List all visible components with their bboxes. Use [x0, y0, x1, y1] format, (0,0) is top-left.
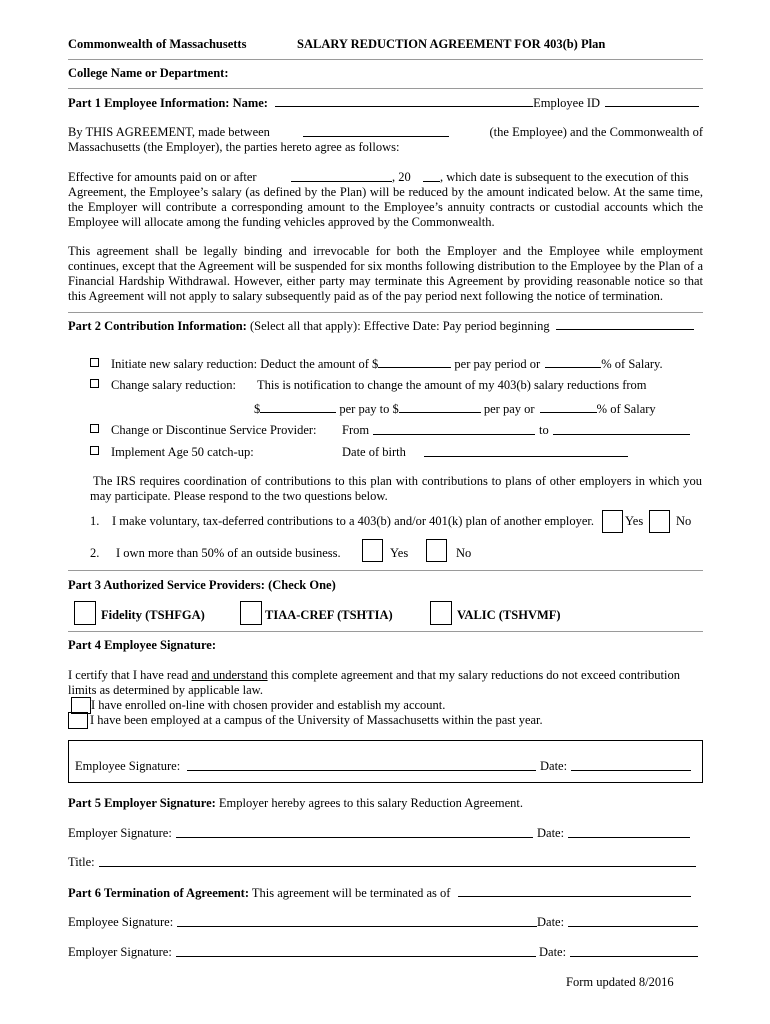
title-label: Title: [68, 855, 95, 869]
termination-employee-signature-label: Employee Signature: [68, 915, 174, 929]
termination-employer-signature-field[interactable] [176, 945, 536, 957]
opt1-text-a: Initiate new salary reduction: Deduct the amount of $ [111, 357, 379, 371]
employee-date-label: Date: [540, 759, 568, 773]
valic-box[interactable] [430, 601, 452, 625]
opt2-text-a: Change salary reduction: [111, 378, 236, 392]
employee-signature-box [68, 740, 703, 783]
opt2-text-b: This is notification to change the amount of my 403(b) salary reductions from [257, 378, 647, 392]
effective-paragraph [68, 185, 703, 230]
termination-employer-signature-row [68, 945, 703, 960]
agreement-text-a: By THIS AGREEMENT, made between [68, 125, 270, 139]
employer-signature-row [68, 826, 703, 841]
employed-text: I have been employed at a campus of the University of Massachusetts within the past year. [90, 713, 543, 727]
employee-id-field[interactable] [605, 95, 699, 107]
termination-employer-date-field[interactable] [570, 945, 698, 957]
form-title: SALARY REDUCTION AGREEMENT FOR 403(b) Plan [297, 37, 606, 51]
change-from-field[interactable] [260, 401, 336, 413]
option-provider [90, 423, 725, 438]
agreement-row [68, 125, 703, 140]
employer-date-label: Date: [537, 826, 565, 840]
certify-text-a: I certify that I have read [68, 668, 192, 682]
opt1-text-b: per pay period or [454, 357, 541, 371]
binding-text: This agreement shall be legally binding and irrevocable for both the Employer and the Employee while employment continues, except that the Agreement will be suspended for six months following distribution to the Employee by the Plan of a Financial Hardship Withdrawal. However, either party may terminate this Agreement by providing reasonable notice so that this Agreement will not apply to salary subsequently paid as of the pay period next following the notice of termination. [68, 244, 703, 303]
deduct-percent-field[interactable] [545, 356, 601, 368]
divider [68, 570, 703, 571]
part2-heading: Part 2 Contribution Information: [68, 319, 247, 333]
part5-heading: Part 5 Employer Signature: [68, 796, 216, 810]
form-updated-note: Form updated 8/2016 [566, 975, 674, 989]
irs-text: The IRS requires coordination of contributions to this plan with contributions to plans of other employers in which you may participate. Please respond to the two questions below. [90, 474, 702, 503]
part2-subheading: (Select all that apply): Effective Date: Pay period beginning [249, 319, 550, 333]
tiaa-cref-box[interactable] [240, 601, 262, 625]
divider [68, 312, 703, 313]
binding-paragraph [68, 244, 703, 304]
termination-date-field[interactable] [458, 885, 691, 897]
deduct-amount-field[interactable] [378, 356, 451, 368]
question-2 [90, 546, 725, 561]
divider [68, 59, 703, 60]
college-label: College Name or Department: [68, 66, 229, 80]
part6-heading-row [68, 885, 703, 901]
employee-signature-field[interactable] [187, 759, 536, 771]
title-row [68, 855, 703, 870]
opt2-text-e: per pay or [483, 402, 535, 416]
employer-date-field[interactable] [568, 826, 690, 838]
enrolled-text: I have enrolled on-line with chosen provider and establish my account. [91, 698, 446, 712]
effective-text-c: , which date is subsequent to the execution of this [440, 170, 689, 184]
opt4-text-b: Date of birth [342, 445, 406, 459]
q1-no-box[interactable] [649, 510, 670, 533]
divider [68, 631, 703, 632]
termination-employee-date-field[interactable] [568, 915, 698, 927]
pay-period-field[interactable] [556, 318, 694, 330]
provider-to-field[interactable] [553, 423, 690, 435]
certify-row-2 [68, 683, 703, 698]
part5-heading-row [68, 796, 703, 811]
opt4-text-a: Implement Age 50 catch-up: [111, 445, 254, 459]
part2-heading-row [68, 318, 703, 334]
termination-employer-signature-label: Employer Signature: [68, 945, 172, 959]
part3-heading-row [68, 578, 703, 593]
q1-yes-box[interactable] [602, 510, 623, 533]
part6-text: This agreement will be terminated as of [249, 886, 451, 900]
part1-heading: Part 1 Employee Information: [68, 96, 230, 110]
employed-checkbox[interactable] [68, 712, 88, 729]
opt3-text-b: From [342, 423, 370, 437]
date-of-birth-field[interactable] [424, 445, 628, 457]
effective-text-b: , 20 [392, 170, 411, 184]
option-initiate [90, 356, 725, 372]
initiate-checkbox[interactable] [90, 358, 99, 367]
part3-heading: Part 3 Authorized Service Providers: (Check One) [68, 578, 336, 592]
fidelity-box[interactable] [74, 601, 96, 625]
q1-yes-label: Yes [625, 514, 644, 528]
opt3-text-a: Change or Discontinue Service Provider: [111, 423, 317, 437]
name-field[interactable] [275, 95, 533, 107]
employee-signature-row [75, 759, 695, 774]
change-to-field[interactable] [399, 401, 481, 413]
opt2-text-c: $ [254, 402, 261, 416]
option-change [90, 378, 725, 393]
certify-text-underlined: and understand [191, 668, 268, 682]
q2-yes-label: Yes [390, 546, 409, 560]
header-row [68, 37, 703, 52]
change-percent-field[interactable] [540, 401, 597, 413]
employee-date-field[interactable] [571, 759, 691, 771]
part5-text: Employer hereby agrees to this salary Reduction Agreement. [215, 796, 523, 810]
effective-text-rest: Agreement, the Employee’s salary (as defined by the Plan) will be reduced by the amount indicated below. At the same time, the Employer will contribute a corresponding amount to the Employee’s annuity contracts or custodial accounts which the Employee will allocate among the funding vehicles approved by the Commonwealth. [68, 185, 703, 229]
header-left: Commonwealth of Massachusetts [68, 37, 247, 51]
provider-checkbox[interactable] [90, 424, 99, 433]
irs-paragraph [90, 474, 702, 504]
part4-heading-row [68, 638, 703, 653]
opt3-text-c: to [539, 423, 549, 437]
employee-id-label: Employee ID [533, 96, 601, 110]
fidelity-label: Fidelity (TSHFGA) [101, 608, 205, 622]
agreement-row-2 [68, 140, 703, 155]
q2-text: I own more than 50% of an outside business. [116, 546, 341, 560]
certify-text-c: limits as determined by applicable law. [68, 683, 263, 697]
termination-employee-signature-field[interactable] [177, 915, 537, 927]
employee-field[interactable] [303, 125, 449, 137]
divider [68, 88, 703, 89]
catchup-checkbox[interactable] [90, 446, 99, 455]
q1-no-label: No [676, 514, 692, 528]
effective-row [68, 170, 703, 185]
effective-year-field[interactable] [423, 170, 440, 182]
provider-from-field[interactable] [373, 423, 535, 435]
q1-text: I make voluntary, tax-deferred contributions to a 403(b) and/or 401(k) plan of another employer. [112, 514, 595, 528]
part4-heading: Part 4 Employee Signature: [68, 638, 217, 652]
agreement-text-b: (the Employee) and the Commonwealth of [489, 125, 703, 139]
agreement-text-c: Massachusetts (the Employer), the parties hereto agree as follows: [68, 140, 400, 154]
tiaa-cref-label: TIAA-CREF (TSHTIA) [265, 608, 393, 622]
q2-yes-box[interactable] [362, 539, 383, 562]
title-field[interactable] [99, 855, 696, 867]
effective-text-a: Effective for amounts paid on or after [68, 170, 257, 184]
question-1 [90, 514, 725, 529]
opt2-text-d: per pay to $ [339, 402, 399, 416]
certify-row [68, 668, 703, 683]
termination-employee-date-label: Date: [537, 915, 565, 929]
q2-no-box[interactable] [426, 539, 447, 562]
opt2-text-f: % of Salary [596, 402, 656, 416]
part1-name-row [68, 95, 703, 111]
q2-no-label: No [456, 546, 472, 560]
valic-label: VALIC (TSHVMF) [457, 608, 561, 622]
termination-employee-signature-row [68, 915, 703, 930]
name-label: Name: [232, 96, 268, 110]
change-checkbox[interactable] [90, 379, 99, 388]
certify-text-b: this complete agreement and that my salary reductions do not exceed contribution [267, 668, 680, 682]
effective-date-field[interactable] [291, 170, 392, 182]
option-change-amounts [254, 401, 770, 417]
college-row [68, 66, 703, 81]
employer-signature-field[interactable] [176, 826, 533, 838]
employee-signature-label: Employee Signature: [75, 759, 181, 773]
termination-employer-date-label: Date: [539, 945, 567, 959]
q2-number: 2. [90, 546, 100, 560]
q1-number: 1. [90, 514, 100, 528]
part6-heading: Part 6 Termination of Agreement: [68, 886, 249, 900]
employer-signature-label: Employer Signature: [68, 826, 172, 840]
opt1-text-c: % of Salary. [601, 357, 663, 371]
option-catchup [90, 445, 725, 460]
footer-row [566, 975, 706, 990]
